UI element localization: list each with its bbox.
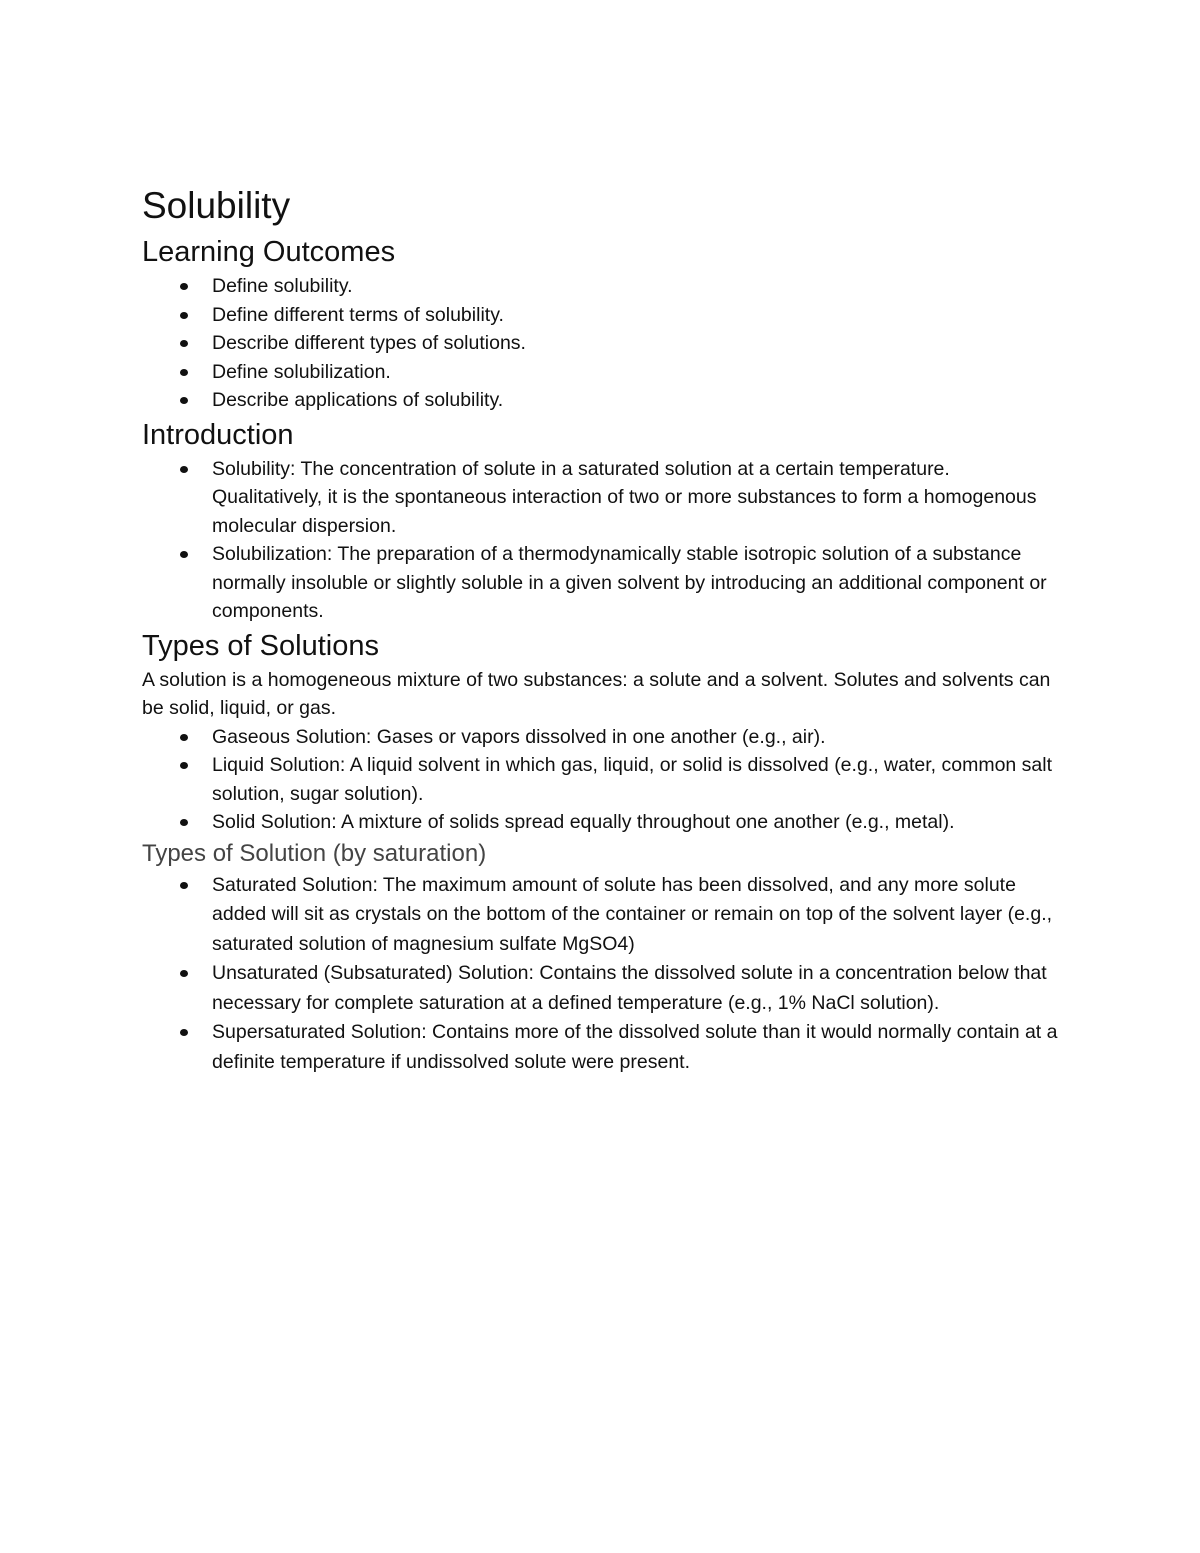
- bullet-icon: [180, 340, 188, 347]
- list-item-text: Define different terms of solubility.: [212, 303, 504, 326]
- list-item-text: Saturated Solution: The maximum amount of solute has been dissolved, and any more solute added will sit as crystals on the bottom of the container or remain on top of the solvent layer (e.g., saturated solution of magnesium sulfate MgSO4): [212, 873, 1053, 955]
- list-item: [142, 358, 1062, 387]
- list-item-text: Supersaturated Solution: Contains more of the dissolved solute than it would normally contain at a definite temperature if undissolved solute were present.: [212, 1021, 1058, 1073]
- document-title: Solubility: [142, 185, 291, 226]
- bullet-icon: [180, 551, 188, 558]
- heading-types-of-solutions: Types of Solutions: [142, 629, 379, 662]
- list-item: [142, 871, 1062, 960]
- list-item: [142, 540, 1062, 626]
- list-item: [142, 959, 1062, 1018]
- heading-introduction: Introduction: [142, 418, 294, 451]
- list-item: [142, 723, 1062, 752]
- list-item: [142, 329, 1062, 358]
- list-item: [142, 808, 1062, 837]
- heading-types-by-saturation: Types of Solution (by saturation): [142, 839, 487, 867]
- bullet-icon: [180, 734, 188, 741]
- list-item-text: Solubilization: The preparation of a thermodynamically stable isotropic solution of a substance normally insoluble or slightly soluble in a given solvent by introducing an additional component or components.: [212, 543, 1047, 622]
- list-item: [142, 751, 1062, 808]
- list-item-text: Describe applications of solubility.: [212, 389, 504, 411]
- heading-learning-outcomes: Learning Outcomes: [142, 236, 396, 268]
- list-item-text: Define solubility.: [212, 275, 353, 297]
- learning-outcomes-list: [142, 272, 1062, 415]
- list-item-text: Solubility: The concentration of solute in a saturated solution at a certain temperature. Qualitatively, it is the spontaneous interaction of two or more substances to form a homogenous molecular dispersion.: [212, 457, 1037, 537]
- introduction-list: [142, 455, 1062, 626]
- bullet-icon: [180, 1029, 188, 1036]
- bullet-icon: [180, 397, 188, 404]
- bullet-icon: [180, 882, 188, 889]
- types-of-solutions-intro: A solution is a homogeneous mixture of two substances: a solute and a solvent. Solutes and solvents can be solid, liquid, or gas.: [142, 668, 1051, 719]
- types-by-saturation-list: [142, 871, 1062, 1078]
- bullet-icon: [180, 283, 188, 290]
- list-item: [142, 301, 1062, 330]
- list-item-text: Solid Solution: A mixture of solids spread equally throughout one another (e.g., metal).: [212, 811, 955, 833]
- bullet-icon: [180, 466, 188, 473]
- list-item-text: Describe different types of solutions.: [212, 332, 526, 354]
- bullet-icon: [180, 970, 188, 977]
- document-content: [142, 180, 1062, 1077]
- bullet-icon: [180, 312, 188, 319]
- list-item: [142, 455, 1062, 541]
- list-item: [142, 1018, 1062, 1077]
- bullet-icon: [180, 819, 188, 826]
- list-item-text: Gaseous Solution: Gases or vapors dissolved in one another (e.g., air).: [212, 725, 826, 748]
- list-item-text: Unsaturated (Subsaturated) Solution: Contains the dissolved solute in a concentration below that necessary for complete saturation at a defined temperature (e.g., 1% NaCl solution).: [212, 962, 1047, 1014]
- list-item-text: Liquid Solution: A liquid solvent in which gas, liquid, or solid is dissolved (e.g., water, common salt solution, sugar solution).: [212, 754, 1053, 805]
- bullet-icon: [180, 762, 188, 769]
- list-item: [142, 272, 1062, 301]
- bullet-icon: [180, 369, 188, 376]
- list-item-text: Define solubilization.: [212, 360, 391, 383]
- types-of-solutions-list: [142, 723, 1062, 837]
- list-item: [142, 386, 1062, 415]
